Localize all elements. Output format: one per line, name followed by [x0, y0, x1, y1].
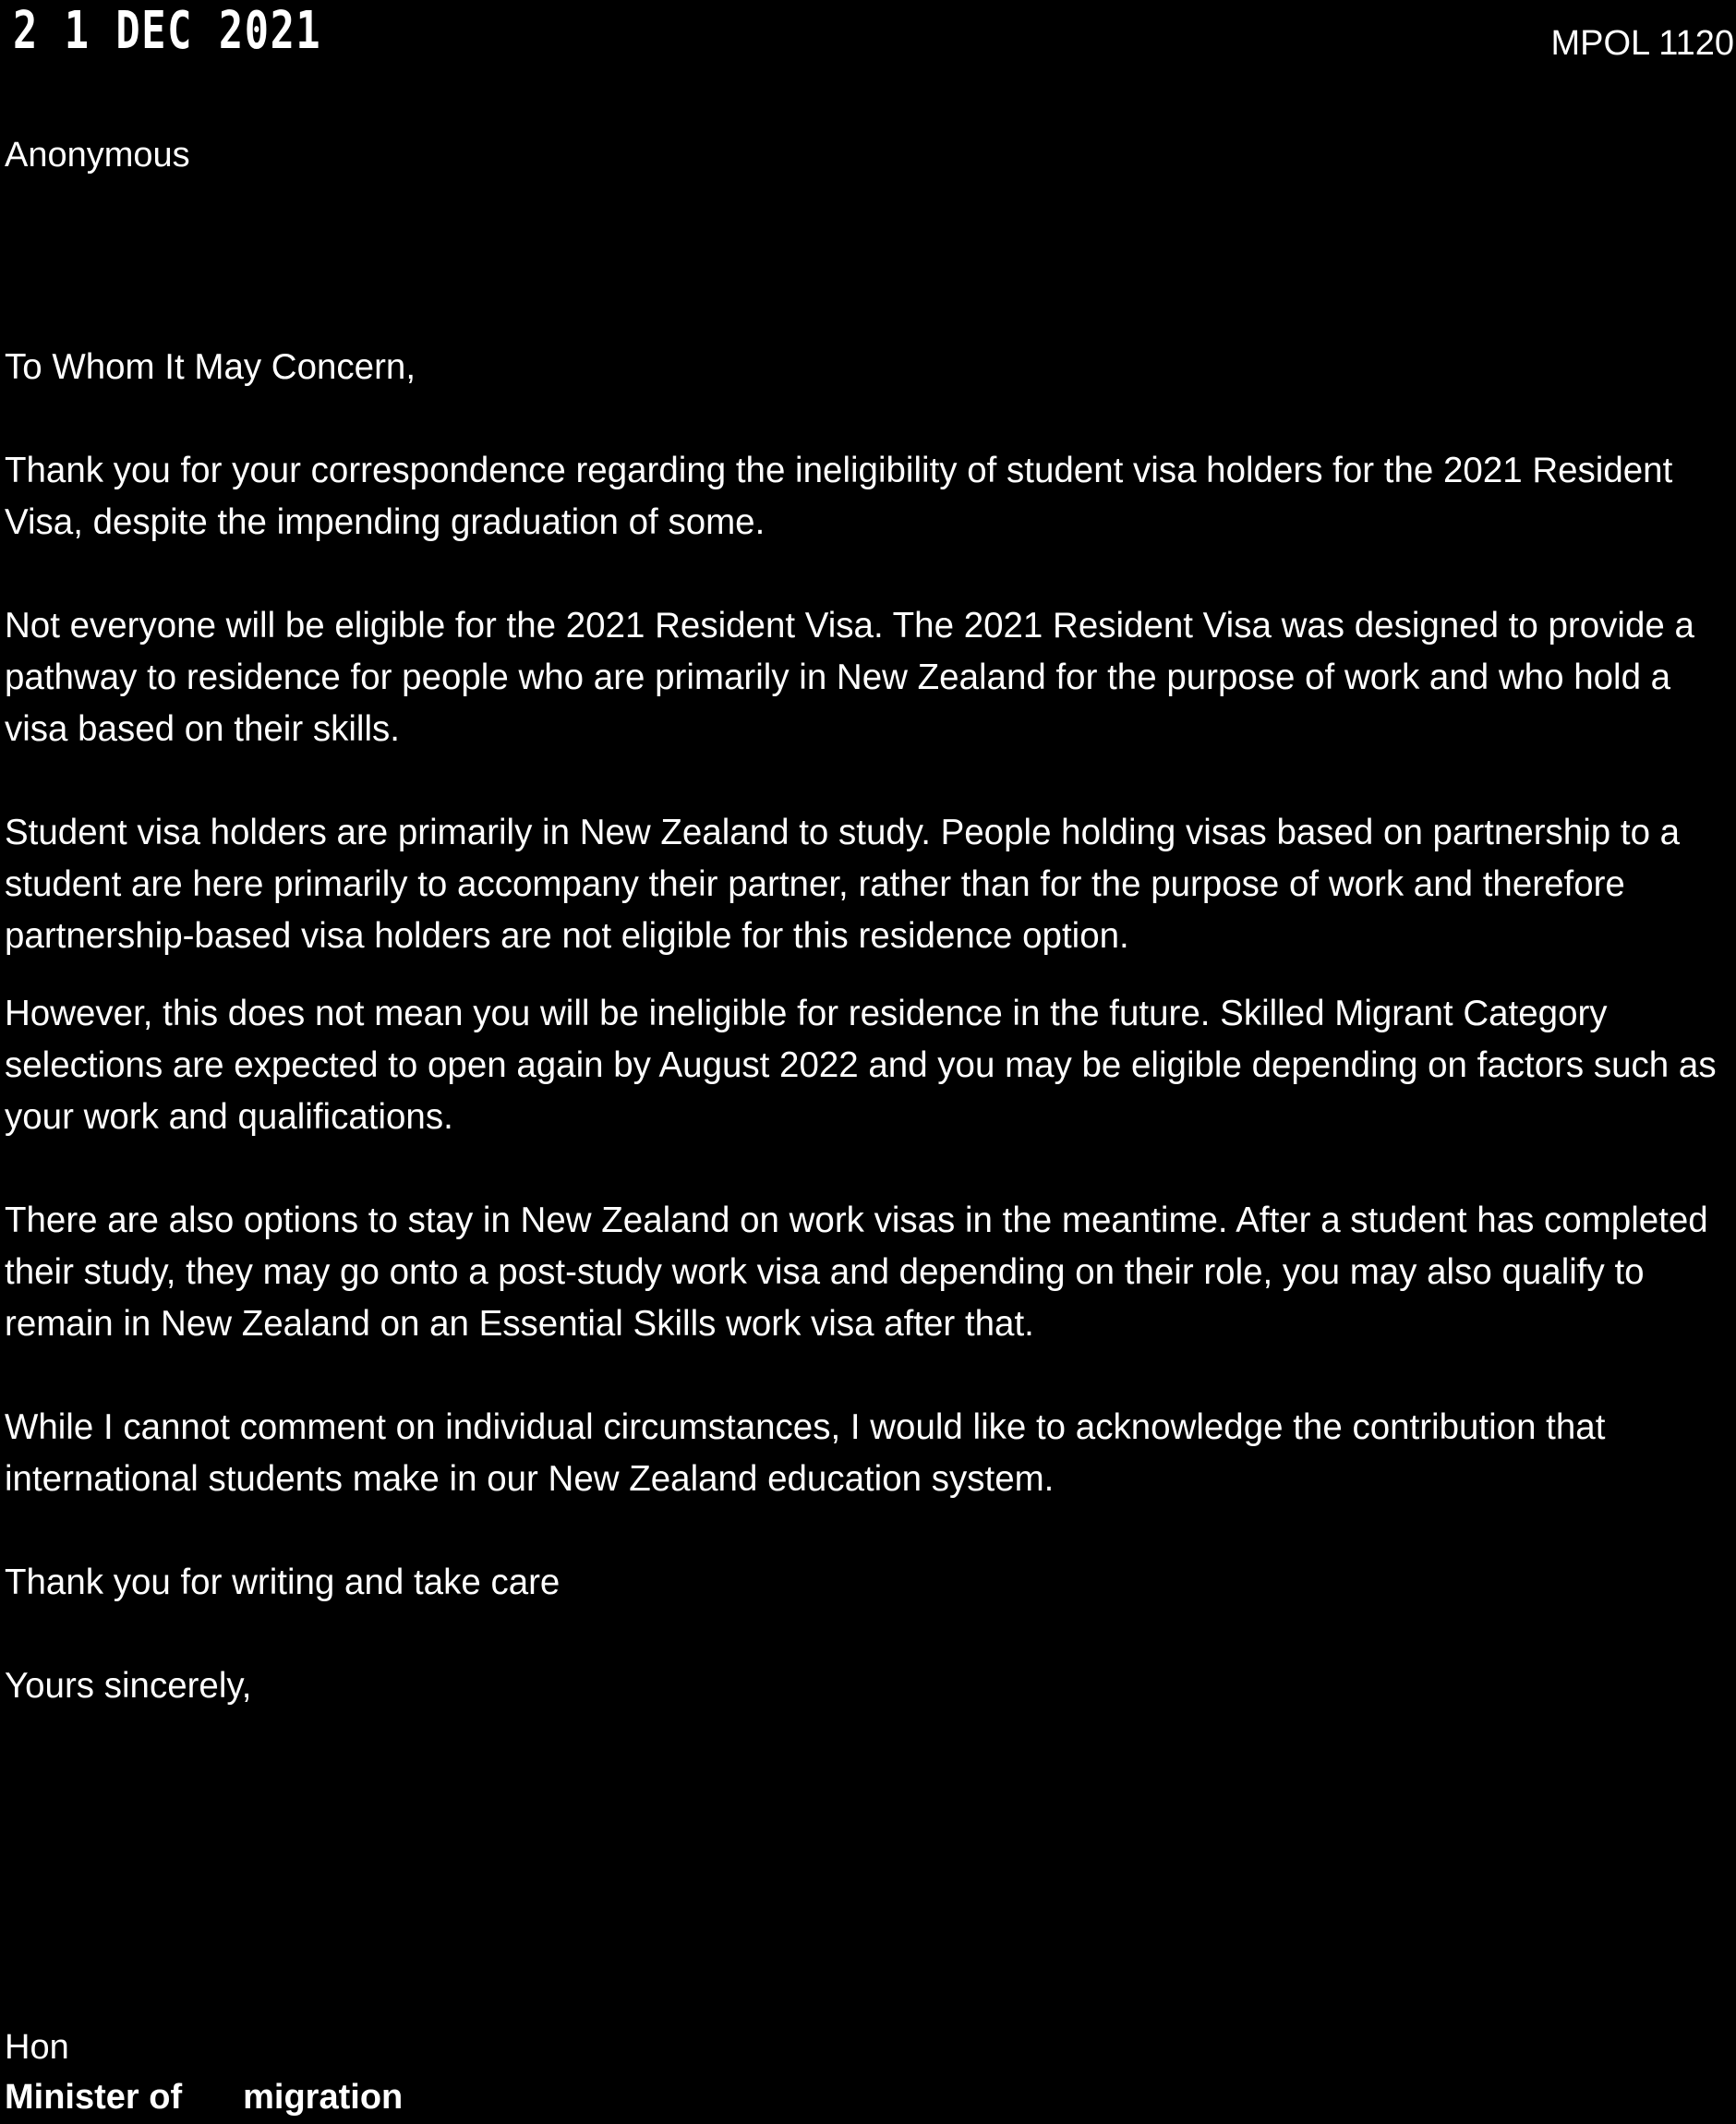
paragraph-future-residence: However, this does not mean you will be ineligible for residence in the future. Skilled Migrant Category selections are expected to open again by August 2022 and you may be eligible depending on factors such as your work and qualifications.	[5, 994, 1717, 1137]
paragraph-work-visa-options: There are also options to stay in New Zealand on work visas in the meantime. After a student has completed their study, they may go onto a post-study work visa and depending on their role, you may also qualify to remain in New Zealand on an Essential Skills work visa after that.	[5, 1201, 1708, 1344]
date-stamp: 2 1 DEC 2021	[13, 1, 322, 61]
signatory-title	[5, 2072, 403, 2122]
paragraph-eligibility: Not everyone will be eligible for the 2021 Resident Visa. The 2021 Resident Visa was designed to provide a pathway to residence for people who are primarily in New Zealand for the purpose of work and who hold a visa based on their skills.	[5, 606, 1694, 749]
addressee: Anonymous	[5, 136, 190, 175]
sign-off: Yours sincerely,	[5, 1666, 252, 1706]
closing-note: Thank you for writing and take care	[5, 1563, 561, 1602]
signatory-name: Hon	[5, 2028, 69, 2067]
paragraph-thanks: Thank you for your correspondence regarding the ineligibility of student visa holders for the 2021 Resident Visa, despite the impending graduation of some.	[5, 451, 1673, 542]
signatory-title-part1: Minister of	[5, 2078, 183, 2117]
salutation: To Whom It May Concern,	[5, 347, 416, 387]
letter-body	[5, 342, 1733, 1712]
signatory-title-part2: migration	[243, 2078, 404, 2117]
reference-number: MPOL 1120	[1550, 24, 1734, 63]
signature-block	[5, 2022, 403, 2122]
paragraph-acknowledgement: While I cannot comment on individual circumstances, I would like to acknowledge the contribution that international students make in our New Zealand education system.	[5, 1407, 1606, 1499]
paragraph-student-visa: Student visa holders are primarily in New Zealand to study. People holding visas based on partnership to a student are here primarily to accompany their partner, rather than for the purpose of work and therefore partnership-based visa holders are not eligible for this residence option.	[5, 813, 1681, 956]
